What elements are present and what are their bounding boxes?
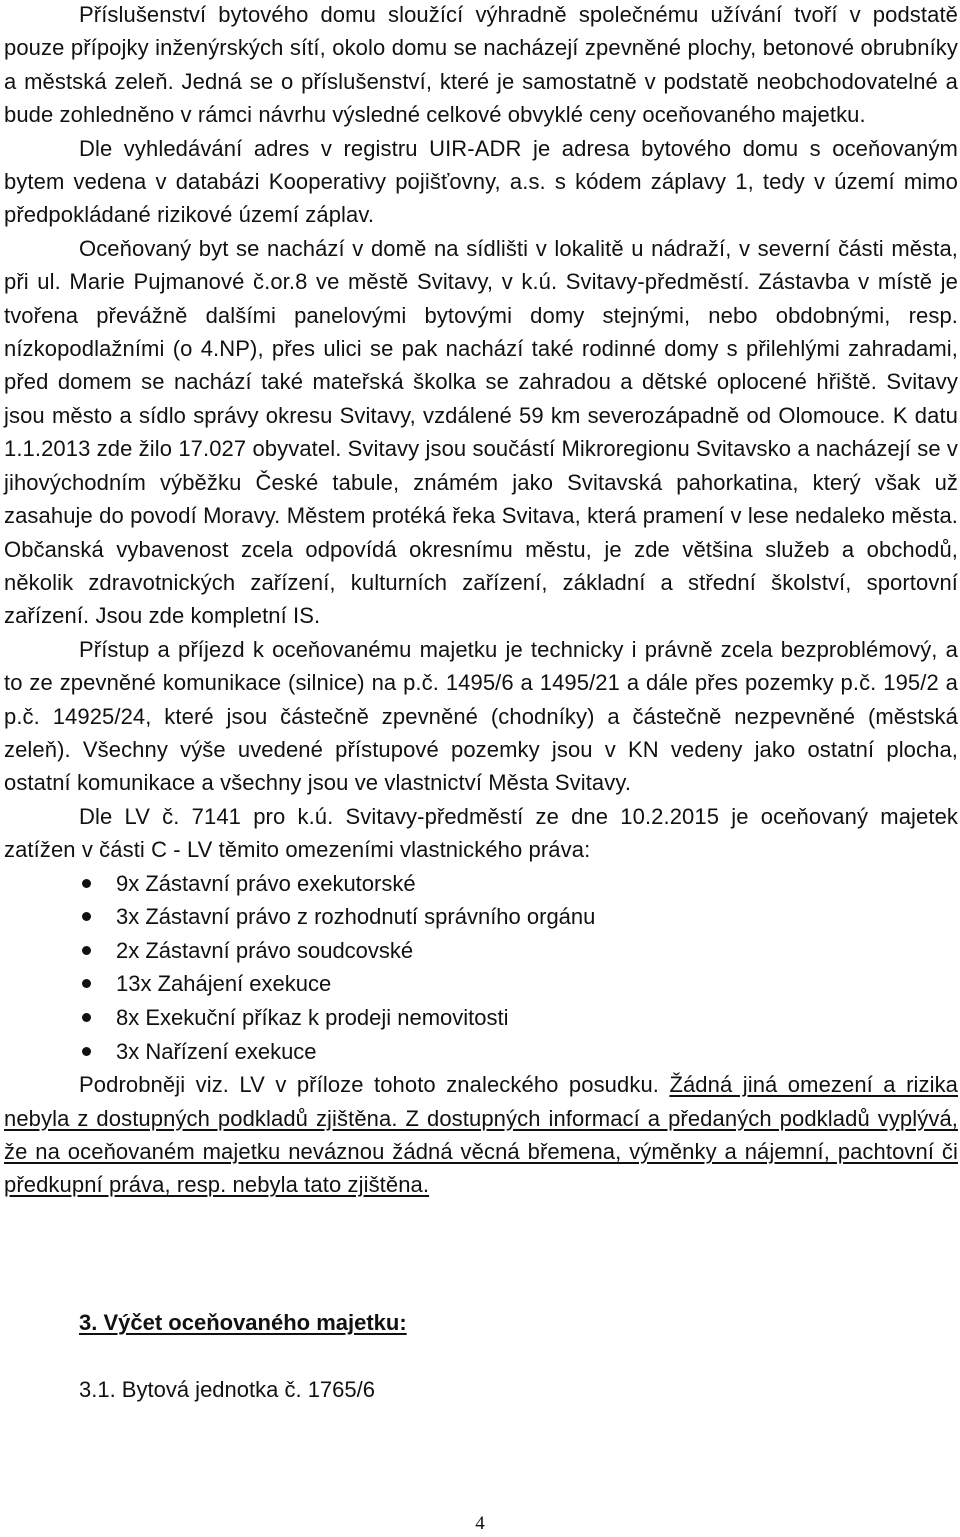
bullet-icon [82, 912, 91, 921]
subsection-heading: 3.1. Bytová jednotka č. 1765/6 [79, 1377, 375, 1402]
list-item: 3x Nařízení exekuce [4, 1035, 958, 1069]
list-item: 9x Zástavní právo exekutorské [4, 867, 958, 901]
bullet-icon [82, 879, 91, 888]
bullet-icon [82, 946, 91, 955]
bullet-icon [82, 1047, 91, 1056]
paragraph-ownership-sheet: Dle LV č. 7141 pro k.ú. Svitavy-předměstí ze dne 10.2.2015 je oceňovaný majetek zatížen v části C - LV těmito omezeními vlastnického práva: [4, 803, 958, 863]
page-number: 4 [475, 1513, 485, 1534]
closing-text: Podrobněji viz. LV v příloze tohoto znaleckého posudku. [79, 1072, 670, 1098]
list-item: 13x Zahájení exekuce [4, 967, 958, 1001]
closing-underlined-text: Žádná jiná omezení a rizika nebyla z dostupných podkladů zjištěna. Z dostupných informací a předaných podkladů vyplývá, že na oceňovaném majetku neváznou žádná věcná břemena, výměnky a nájemní, pachtovní či předkupní práva, resp. nebyla tato zjištěna. [4, 1072, 959, 1198]
bullet-icon [82, 1013, 91, 1022]
document-page [4, 0, 958, 1202]
paragraph-flood-zone: Dle vyhledávání adres v registru UIR-ADR je adresa bytového domu s oceňovaným bytem vedena v databázi Kooperativy pojišťovny, a.s. s kódem záplavy 1, tedy v území mimo předpokládané rizikové území záplav. [4, 135, 958, 228]
list-item: 3x Zástavní právo z rozhodnutí správního orgánu [4, 900, 958, 934]
list-item: 2x Zástavní právo soudcovské [4, 934, 958, 968]
paragraph-closing [4, 1068, 958, 1202]
paragraph-access: Přístup a příjezd k oceňovanému majetku je technicky i právně zcela bezproblémový, a to ze zpevněné komunikace (silnice) na p.č. 1495/6 a 1495/21 a dále přes pozemky p.č. 195/2 a p.č. 14925/24, které jsou částečně zpevněné (chodníky) a částečně nezpevněné (městská zeleň). Všechny výše uvedené přístupové pozemky jsou v KN vedeny jako ostatní plocha, ostatní komunikace a všechny jsou ve vlastnictví Města Svitavy. [4, 636, 958, 796]
bullet-icon [82, 979, 91, 988]
paragraph-accessories: Příslušenství bytového domu sloužící výhradně společnému užívání tvoří v podstatě pouze přípojky inženýrských sítí, okolo domu se nacházejí zpevněné plochy, betonové obrubníky a městská zeleň. Jedná se o příslušenství, které je samostatně v podstatě neobchodovatelné a bude zohledněno v rámci návrhu výsledné celkové obvyklé ceny oceňovaného majetku. [4, 2, 958, 128]
encumbrance-list [4, 867, 958, 1069]
list-item: 8x Exekuční příkaz k prodeji nemovitosti [4, 1001, 958, 1035]
section-heading: 3. Výčet oceňovaného majetku: [79, 1310, 407, 1335]
paragraph-location: Oceňovaný byt se nachází v domě na sídlišti v lokalitě u nádraží, v severní části města, při ul. Marie Pujmanové č.or.8 ve městě Svitavy, v k.ú. Svitavy-předměstí. Zástavba v místě je tvořena převážně dalšími panelovými bytovými domy stejnými, nebo obdobnými, resp. nízkopodlažními (o 4.NP), přes ulici se pak nachází také rodinné domy s přilehlými zahradami, před domem se nachází také mateřská školka se zahradou a dětské oplocené hřiště. Svitavy jsou město a sídlo správy okresu Svitavy, vzdálené 59 km severozápadně od Olomouce. K datu 1.1.2013 zde žilo 17.027 obyvatel. Svitavy jsou součástí Mikroregionu Svitavsko a nacházejí se v jihovýchodním výběžku České tabule, známém jako Svitavská pahorkatina, který však už zasahuje do povodí Moravy. Městem protéká řeka Svitava, která pramení v lese nedaleko města. Občanská vybavenost zcela odpovídá okresnímu městu, je zde většina služeb a obchodů, několik zdravotnických zařízení, kulturních zařízení, základní a střední školství, sportovní zařízení. Jsou zde kompletní IS. [4, 235, 958, 629]
